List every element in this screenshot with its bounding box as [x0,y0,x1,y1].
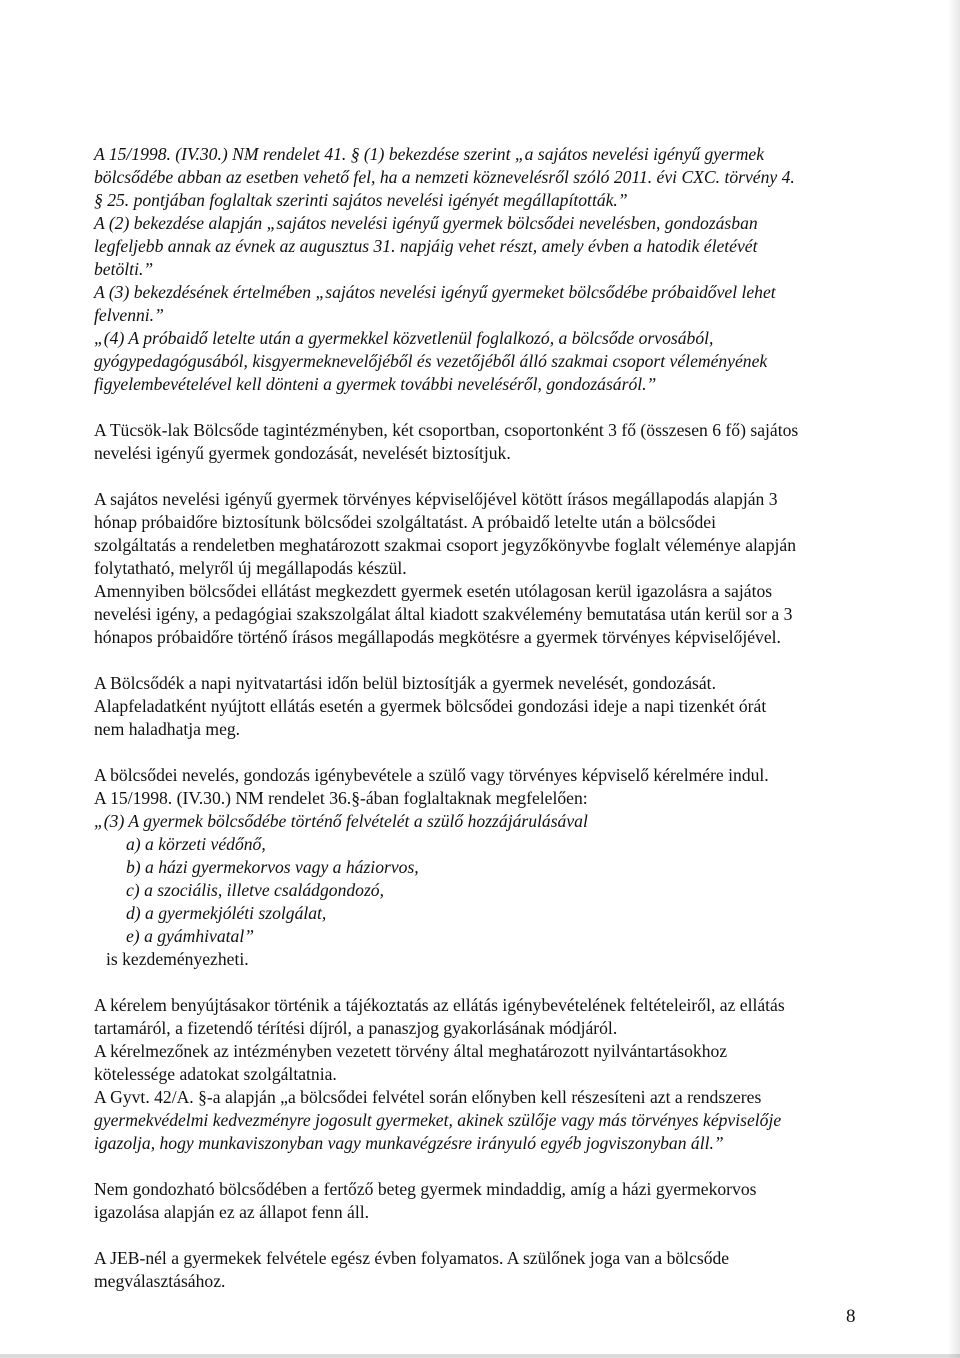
text-line: A Bölcsődék a napi nyitvatartási időn belül biztosítják a gyermek nevelését, gondozását. [94,673,716,693]
text-line: nevelési igény, a pedagógiai szakszolgálat által kiadott szakvélemény bemutatása után kerül sor a 3 [94,604,793,624]
list-item: b) a házi gyermekorvos vagy a háziorvos, [126,857,419,877]
paragraph [94,994,870,1155]
paragraph-gap [94,1155,870,1178]
text-line: nem haladhatja meg. [94,719,241,739]
text-line: figyelembevételével kell dönteni a gyermek további neveléséről, gondozásáról.” [94,374,657,394]
text-line: igazolja, hogy munkaviszonyban vagy munkavégzésre irányuló egyéb jogviszonyban áll.” [94,1133,724,1153]
list-item: e) a gyámhivatal” [126,926,255,946]
enumerated-list [94,833,870,971]
paragraph-gap [94,1224,870,1247]
text-line: „(3) A gyermek bölcsődébe történő felvételét a szülő hozzájárulásával [94,811,588,831]
text-line: A JEB-nél a gyermekek felvétele egész évben folyamatos. A szülőnek joga van a bölcsőde [94,1248,730,1268]
text-line: gyermekvédelmi kedvezményre jogosult gyermeket, akinek szülője vagy más törvényes képviselője [94,1110,782,1130]
text-line: betölti.” [94,259,154,279]
text-line: megválasztásához. [94,1271,226,1291]
text-line: nevelési igényű gyermek gondozását, nevelését biztosítjuk. [94,443,511,463]
paragraph [94,419,870,465]
text-line: A Gyvt. 42/A. §-a alapján „a bölcsődei felvétel során előnyben kell részesíteni azt a rendszeres [94,1087,762,1107]
paragraph-gap [94,465,870,488]
page-number: 8 [846,1306,856,1327]
paragraph-gap [94,396,870,419]
text-line: A kérelem benyújtásakor történik a tájékoztatás az ellátás igénybevételének feltételeiről, az ellátás [94,995,785,1015]
text-line: Alapfeladatként nyújtott ellátás esetén a gyermek bölcsődei gondozási ideje a napi tizenkét órát [94,696,767,716]
list-item: d) a gyermekjóléti szolgálat, [126,903,327,923]
text-line: szolgáltatás a rendeletben meghatározott szakmai csoport jegyzőkönyvbe foglalt véleménye alapján [94,535,797,555]
paragraph [94,764,870,971]
paragraph-gap [94,741,870,764]
scan-edge-shadow [948,0,960,1358]
paragraph [94,1247,870,1293]
text-line: tartamáról, a fizetendő térítési díjról, a panaszjog gyakorlásának módjáról. [94,1018,618,1038]
list-item: is kezdeményezheti. [106,949,249,969]
quote-section [94,143,870,396]
text-line: igazolása alapján ez az állapot fenn áll. [94,1202,369,1222]
text-line: „(4) A próbaidő letelte után a gyermekkel közvetlenül foglalkozó, a bölcsőde orvosából, [94,328,714,348]
list-item: a) a körzeti védőnő, [126,834,266,854]
text-line: kötelessége adatokat szolgáltatnia. [94,1064,337,1084]
text-line: legfeljebb annak az évnek az augusztus 31. napjáig vehet részt, amely évben a hatodik életévét [94,236,758,256]
paragraph-gap [94,971,870,994]
text-line: Amennyiben bölcsődei ellátást megkezdett gyermek esetén utólagosan kerül igazolásra a sajátos [94,581,773,601]
text-line: Nem gondozható bölcsődében a fertőző beteg gyermek mindaddig, amíg a házi gyermekorvos [94,1179,757,1199]
paragraph [94,1178,870,1224]
text-line: A sajátos nevelési igényű gyermek törvényes képviselőjével kötött írásos megállapodás alapján 3 [94,489,778,509]
text-line: A 15/1998. (IV.30.) NM rendelet 36.§-ában foglaltaknak megfelelően: [94,788,588,808]
paragraph [94,488,870,649]
text-line: hónap próbaidőre biztosítunk bölcsődei szolgáltatást. A próbaidő letelte után a bölcsődei [94,512,716,532]
paragraph-gap [94,649,870,672]
scan-bottom-edge [0,1354,960,1358]
text-line: A (2) bekezdése alapján „sajátos nevelési igényű gyermek bölcsődei nevelésben, gondozásban [94,213,758,233]
list-item: c) a szociális, illetve családgondozó, [126,880,385,900]
text-line: A Tücsök-lak Bölcsőde tagintézményben, két csoportban, csoportonként 3 fő (összesen 6 fő) sajátos [94,420,799,440]
text-line: § 25. pontjában foglaltak szerinti sajátos nevelési igényét megállapították.” [94,190,628,210]
text-line: folytatható, melyről új megállapodás készül. [94,558,407,578]
text-line: bölcsődébe abban az esetben vehető fel, ha a nemzeti köznevelésről szóló 2011. évi CXC. törvény 4. [94,167,795,187]
text-line: felvenni.” [94,305,164,325]
text-line: A bölcsődei nevelés, gondozás igénybevétele a szülő vagy törvényes képviselő kérelmére indul. [94,765,769,785]
text-line: gyógypedagógusából, kisgyermeknevelőjéből és vezetőjéből álló szakmai csoport véleményének [94,351,768,371]
document-body [94,143,870,1293]
text-line: hónapos próbaidőre történő írásos megállapodás megkötésre a gyermek törvényes képviselőjével. [94,627,781,647]
text-line: A (3) bekezdésének értelmében „sajátos nevelési igényű gyermeket bölcsődébe próbaidővel lehet [94,282,776,302]
text-line: A 15/1998. (IV.30.) NM rendelet 41. § (1) bekezdése szerint „a sajátos nevelési igényű gyermek [94,144,765,164]
paragraph [94,672,870,741]
text-line: A kérelmezőnek az intézményben vezetett törvény által meghatározott nyilvántartásokhoz [94,1041,728,1061]
